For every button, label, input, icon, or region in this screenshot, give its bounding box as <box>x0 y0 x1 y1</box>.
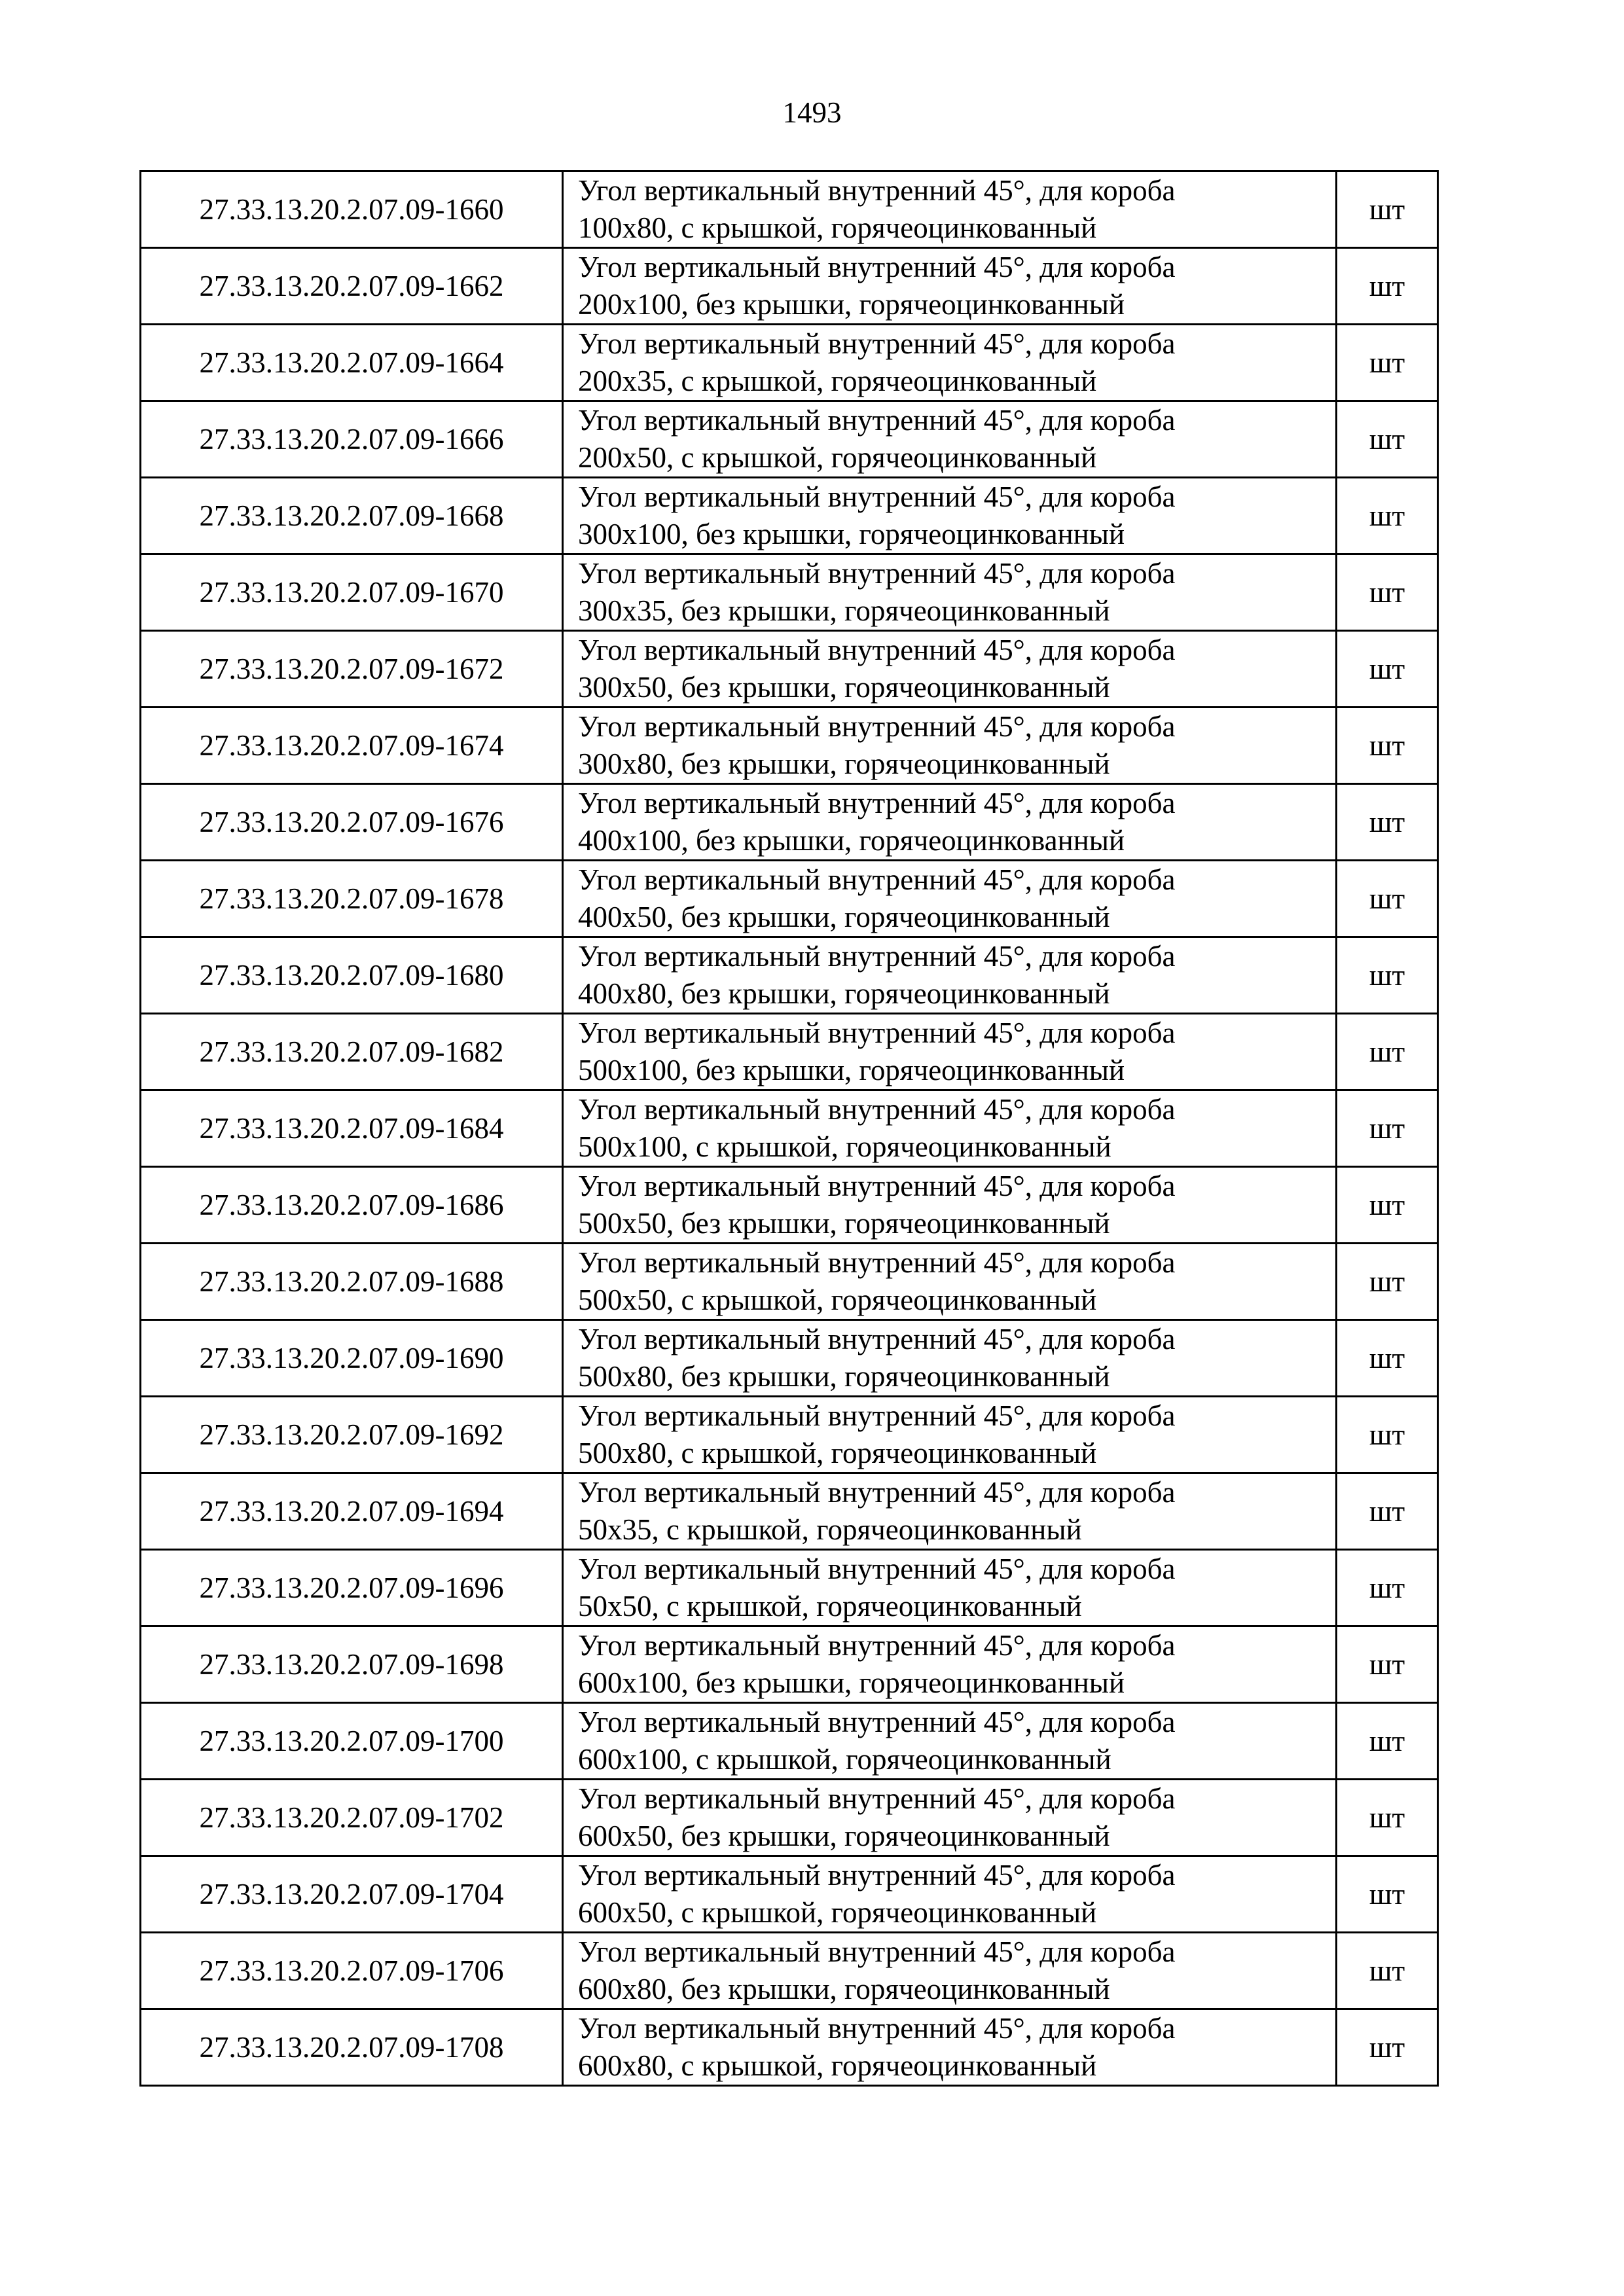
unit-cell: шт <box>1337 2009 1438 2086</box>
resource-code-cell: 27.33.13.20.2.07.09-1664 <box>141 325 563 401</box>
table-row <box>141 478 1438 554</box>
resource-name-cell <box>563 1167 1337 1244</box>
resource-name-line-1: Угол вертикальный внутренний 45°, для короба <box>578 480 1176 513</box>
resource-name-cell <box>563 1320 1337 1397</box>
resource-name-line-1: Угол вертикальный внутренний 45°, для короба <box>578 787 1176 819</box>
resource-name-cell <box>563 2009 1337 2086</box>
resource-name-cell <box>563 1780 1337 1856</box>
resource-code-cell: 27.33.13.20.2.07.09-1668 <box>141 478 563 554</box>
resource-name-cell <box>563 1244 1337 1320</box>
resource-name-line-2: 100х80, с крышкой, горячеоцинкованный <box>578 211 1097 244</box>
resource-code-cell: 27.33.13.20.2.07.09-1686 <box>141 1167 563 1244</box>
unit-cell: шт <box>1337 1626 1438 1703</box>
resource-code-cell: 27.33.13.20.2.07.09-1706 <box>141 1933 563 2009</box>
resource-name-line-2: 300х80, без крышки, горячеоцинкованный <box>578 747 1110 780</box>
resource-name-line-1: Угол вертикальный внутренний 45°, для короба <box>578 1246 1176 1279</box>
resource-name-line-2: 500х80, без крышки, горячеоцинкованный <box>578 1360 1110 1393</box>
resource-name-line-1: Угол вертикальный внутренний 45°, для короба <box>578 1706 1176 1738</box>
unit-cell: шт <box>1337 325 1438 401</box>
unit-cell: шт <box>1337 478 1438 554</box>
resource-code-cell: 27.33.13.20.2.07.09-1704 <box>141 1856 563 1933</box>
resource-name-cell <box>563 784 1337 861</box>
unit-cell: шт <box>1337 1397 1438 1473</box>
unit-cell: шт <box>1337 861 1438 937</box>
resource-code-cell: 27.33.13.20.2.07.09-1678 <box>141 861 563 937</box>
table-body <box>141 171 1438 2086</box>
unit-cell: шт <box>1337 1856 1438 1933</box>
resource-name-cell <box>563 1856 1337 1933</box>
table-row <box>141 1014 1438 1090</box>
resource-name-line-1: Угол вертикальный внутренний 45°, для короба <box>578 1399 1176 1432</box>
resource-code-cell: 27.33.13.20.2.07.09-1680 <box>141 937 563 1014</box>
unit-cell: шт <box>1337 1014 1438 1090</box>
table-row <box>141 1703 1438 1780</box>
resource-name-line-2: 600х50, без крышки, горячеоцинкованный <box>578 1820 1110 1852</box>
table-row <box>141 1933 1438 2009</box>
resource-name-line-2: 600х50, с крышкой, горячеоцинкованный <box>578 1896 1097 1929</box>
resource-name-line-2: 300х35, без крышки, горячеоцинкованный <box>578 594 1110 627</box>
unit-cell: шт <box>1337 1090 1438 1167</box>
resource-name-line-1: Угол вертикальный внутренний 45°, для короба <box>578 1629 1176 1662</box>
table-row <box>141 554 1438 631</box>
page-number: 1493 <box>782 96 842 129</box>
resource-name-cell <box>563 937 1337 1014</box>
unit-cell: шт <box>1337 401 1438 478</box>
table-row <box>141 631 1438 708</box>
unit-cell: шт <box>1337 171 1438 248</box>
resource-code-cell: 27.33.13.20.2.07.09-1670 <box>141 554 563 631</box>
resource-name-cell <box>563 708 1337 784</box>
table-row <box>141 325 1438 401</box>
unit-cell: шт <box>1337 1167 1438 1244</box>
table-row <box>141 401 1438 478</box>
unit-cell: шт <box>1337 1933 1438 2009</box>
resource-name-line-1: Угол вертикальный внутренний 45°, для короба <box>578 251 1176 283</box>
resource-name-line-1: Угол вертикальный внутренний 45°, для короба <box>578 1859 1176 1892</box>
resource-code-cell: 27.33.13.20.2.07.09-1666 <box>141 401 563 478</box>
resource-name-line-2: 400х80, без крышки, горячеоцинкованный <box>578 977 1110 1010</box>
resource-name-line-1: Угол вертикальный внутренний 45°, для короба <box>578 174 1176 207</box>
resource-name-cell <box>563 1933 1337 2009</box>
table-row <box>141 1626 1438 1703</box>
resource-name-cell <box>563 1397 1337 1473</box>
table-row <box>141 1397 1438 1473</box>
resource-code-cell: 27.33.13.20.2.07.09-1662 <box>141 248 563 325</box>
resource-name-cell <box>563 1550 1337 1626</box>
resource-name-cell <box>563 1473 1337 1550</box>
resource-name-line-1: Угол вертикальный внутренний 45°, для короба <box>578 327 1176 360</box>
unit-cell: шт <box>1337 1244 1438 1320</box>
unit-cell: шт <box>1337 937 1438 1014</box>
resource-name-cell <box>563 631 1337 708</box>
resource-name-line-1: Угол вертикальный внутренний 45°, для короба <box>578 557 1176 590</box>
table-row <box>141 1320 1438 1397</box>
unit-cell: шт <box>1337 1703 1438 1780</box>
resource-name-line-2: 500х100, с крышкой, горячеоцинкованный <box>578 1130 1111 1163</box>
resource-name-line-1: Угол вертикальный внутренний 45°, для короба <box>578 863 1176 896</box>
resource-code-cell: 27.33.13.20.2.07.09-1682 <box>141 1014 563 1090</box>
unit-cell: шт <box>1337 784 1438 861</box>
table-row <box>141 171 1438 248</box>
resource-code-cell: 27.33.13.20.2.07.09-1694 <box>141 1473 563 1550</box>
resource-name-cell <box>563 1703 1337 1780</box>
unit-cell: шт <box>1337 708 1438 784</box>
resource-name-line-1: Угол вертикальный внутренний 45°, для короба <box>578 1093 1176 1126</box>
resource-code-cell: 27.33.13.20.2.07.09-1698 <box>141 1626 563 1703</box>
resource-name-line-1: Угол вертикальный внутренний 45°, для короба <box>578 1782 1176 1815</box>
unit-cell: шт <box>1337 631 1438 708</box>
resource-name-cell <box>563 1090 1337 1167</box>
resource-name-cell <box>563 554 1337 631</box>
table-row <box>141 1780 1438 1856</box>
resource-name-line-1: Угол вертикальный внутренний 45°, для короба <box>578 2012 1176 2045</box>
resource-code-cell: 27.33.13.20.2.07.09-1708 <box>141 2009 563 2086</box>
unit-cell: шт <box>1337 248 1438 325</box>
resource-name-line-1: Угол вертикальный внутренний 45°, для короба <box>578 1935 1176 1968</box>
resource-code-cell: 27.33.13.20.2.07.09-1702 <box>141 1780 563 1856</box>
resource-name-line-2: 200х100, без крышки, горячеоцинкованный <box>578 288 1125 321</box>
resource-name-line-2: 600х80, без крышки, горячеоцинкованный <box>578 1973 1110 2005</box>
table-row <box>141 708 1438 784</box>
resource-name-line-1: Угол вертикальный внутренний 45°, для короба <box>578 940 1176 973</box>
resource-code-cell: 27.33.13.20.2.07.09-1692 <box>141 1397 563 1473</box>
resource-code-cell: 27.33.13.20.2.07.09-1674 <box>141 708 563 784</box>
table-row <box>141 861 1438 937</box>
resource-name-line-2: 400х50, без крышки, горячеоцинкованный <box>578 901 1110 933</box>
resource-name-line-2: 50х50, с крышкой, горячеоцинкованный <box>578 1590 1082 1623</box>
resource-name-line-1: Угол вертикальный внутренний 45°, для короба <box>578 1170 1176 1202</box>
resource-name-cell <box>563 1626 1337 1703</box>
table-row <box>141 1090 1438 1167</box>
resource-name-line-1: Угол вертикальный внутренний 45°, для короба <box>578 634 1176 666</box>
table-row <box>141 248 1438 325</box>
table-row <box>141 1473 1438 1550</box>
resource-name-cell <box>563 171 1337 248</box>
resource-name-line-2: 600х100, без крышки, горячеоцинкованный <box>578 1666 1125 1699</box>
resource-name-line-2: 400х100, без крышки, горячеоцинкованный <box>578 824 1125 857</box>
table-row <box>141 937 1438 1014</box>
resource-name-cell <box>563 401 1337 478</box>
unit-cell: шт <box>1337 1473 1438 1550</box>
resource-code-cell: 27.33.13.20.2.07.09-1688 <box>141 1244 563 1320</box>
price-table <box>139 170 1439 2087</box>
table-row <box>141 1244 1438 1320</box>
resource-name-cell <box>563 325 1337 401</box>
resource-name-line-2: 50х35, с крышкой, горячеоцинкованный <box>578 1513 1082 1546</box>
resource-name-cell <box>563 861 1337 937</box>
unit-cell: шт <box>1337 1320 1438 1397</box>
table-row <box>141 2009 1438 2086</box>
table-row <box>141 1550 1438 1626</box>
resource-name-line-2: 200х50, с крышкой, горячеоцинкованный <box>578 441 1097 474</box>
resource-name-line-2: 300х100, без крышки, горячеоцинкованный <box>578 518 1125 550</box>
unit-cell: шт <box>1337 554 1438 631</box>
resource-name-line-2: 600х80, с крышкой, горячеоцинкованный <box>578 2049 1097 2082</box>
resource-name-line-1: Угол вертикальный внутренний 45°, для короба <box>578 1016 1176 1049</box>
resource-name-cell <box>563 1014 1337 1090</box>
unit-cell: шт <box>1337 1780 1438 1856</box>
table-row <box>141 1856 1438 1933</box>
resource-code-cell: 27.33.13.20.2.07.09-1696 <box>141 1550 563 1626</box>
resource-name-line-1: Угол вертикальный внутренний 45°, для короба <box>578 1476 1176 1509</box>
resource-name-line-1: Угол вертикальный внутренний 45°, для короба <box>578 404 1176 437</box>
resource-name-line-2: 500х50, без крышки, горячеоцинкованный <box>578 1207 1110 1240</box>
resource-name-line-2: 500х100, без крышки, горячеоцинкованный <box>578 1054 1125 1086</box>
resource-name-line-2: 300х50, без крышки, горячеоцинкованный <box>578 671 1110 704</box>
table-row <box>141 784 1438 861</box>
resource-code-cell: 27.33.13.20.2.07.09-1676 <box>141 784 563 861</box>
resource-name-line-2: 500х80, с крышкой, горячеоцинкованный <box>578 1437 1097 1469</box>
resource-name-line-2: 200х35, с крышкой, горячеоцинкованный <box>578 365 1097 397</box>
resource-code-cell: 27.33.13.20.2.07.09-1672 <box>141 631 563 708</box>
resource-name-line-1: Угол вертикальный внутренний 45°, для короба <box>578 1552 1176 1585</box>
unit-cell: шт <box>1337 1550 1438 1626</box>
resource-code-cell: 27.33.13.20.2.07.09-1684 <box>141 1090 563 1167</box>
resource-name-cell <box>563 248 1337 325</box>
resource-name-cell <box>563 478 1337 554</box>
resource-name-line-2: 600х100, с крышкой, горячеоцинкованный <box>578 1743 1111 1776</box>
resource-code-cell: 27.33.13.20.2.07.09-1660 <box>141 171 563 248</box>
resource-code-cell: 27.33.13.20.2.07.09-1700 <box>141 1703 563 1780</box>
resource-name-line-1: Угол вертикальный внутренний 45°, для короба <box>578 1323 1176 1355</box>
resource-code-cell: 27.33.13.20.2.07.09-1690 <box>141 1320 563 1397</box>
resource-name-line-1: Угол вертикальный внутренний 45°, для короба <box>578 710 1176 743</box>
table-row <box>141 1167 1438 1244</box>
resource-name-line-2: 500х50, с крышкой, горячеоцинкованный <box>578 1283 1097 1316</box>
